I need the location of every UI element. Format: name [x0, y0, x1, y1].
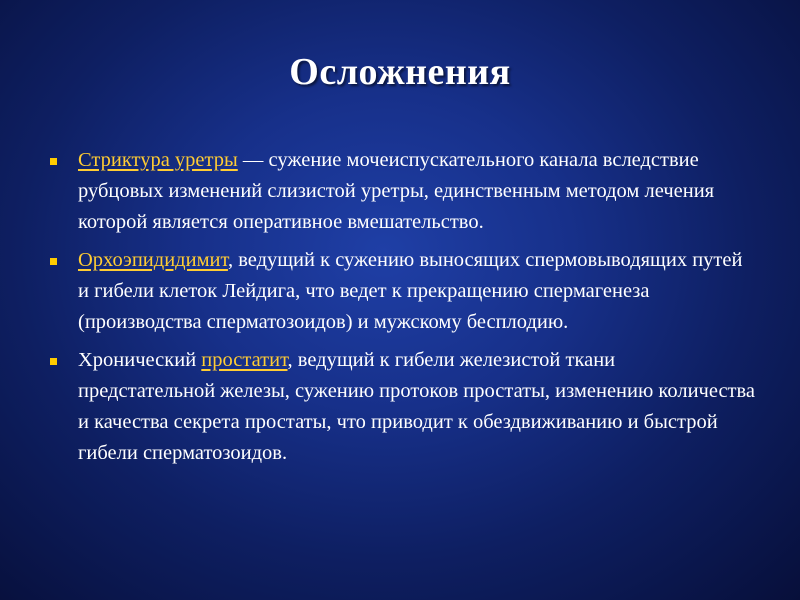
bullet-item-orchiepididymitis	[50, 245, 756, 338]
bullet-item-stricture	[50, 145, 756, 238]
bullet-text: , ведущий к сужению выносящих спермовыводящих путей и гибели клеток Лейдига, что ведет к прекращению спермагенеза (производства сперматозоидов) и мужскому бесплодию.	[78, 249, 743, 333]
slide-title: Осложнения	[289, 51, 511, 93]
square-bullet-icon	[50, 158, 57, 165]
link-prostatitis[interactable]: простатит	[201, 349, 288, 371]
bullet-list	[50, 145, 756, 476]
link-urethral-stricture[interactable]: Стриктура уретры	[78, 149, 238, 171]
bullet-text: — сужение мочеиспускательного канала вследствие рубцовых изменений слизистой уретры, единственным методом лечения которой является оперативное вмешательство.	[78, 149, 715, 233]
square-bullet-icon	[50, 258, 57, 265]
bullet-text: , ведущий к гибели железистой ткани предстательной железы, сужению протоков простаты, изменению количества и качества секрета простаты, что приводит к обездвиживанию и быстрой гибели сперматозоидов.	[78, 349, 756, 464]
square-bullet-icon	[50, 358, 57, 365]
bullet-item-prostatitis	[50, 345, 756, 469]
bullet-prefix: Хронический	[78, 349, 202, 371]
link-orchiepididymitis[interactable]: Орхоэпидидимит	[78, 249, 228, 271]
